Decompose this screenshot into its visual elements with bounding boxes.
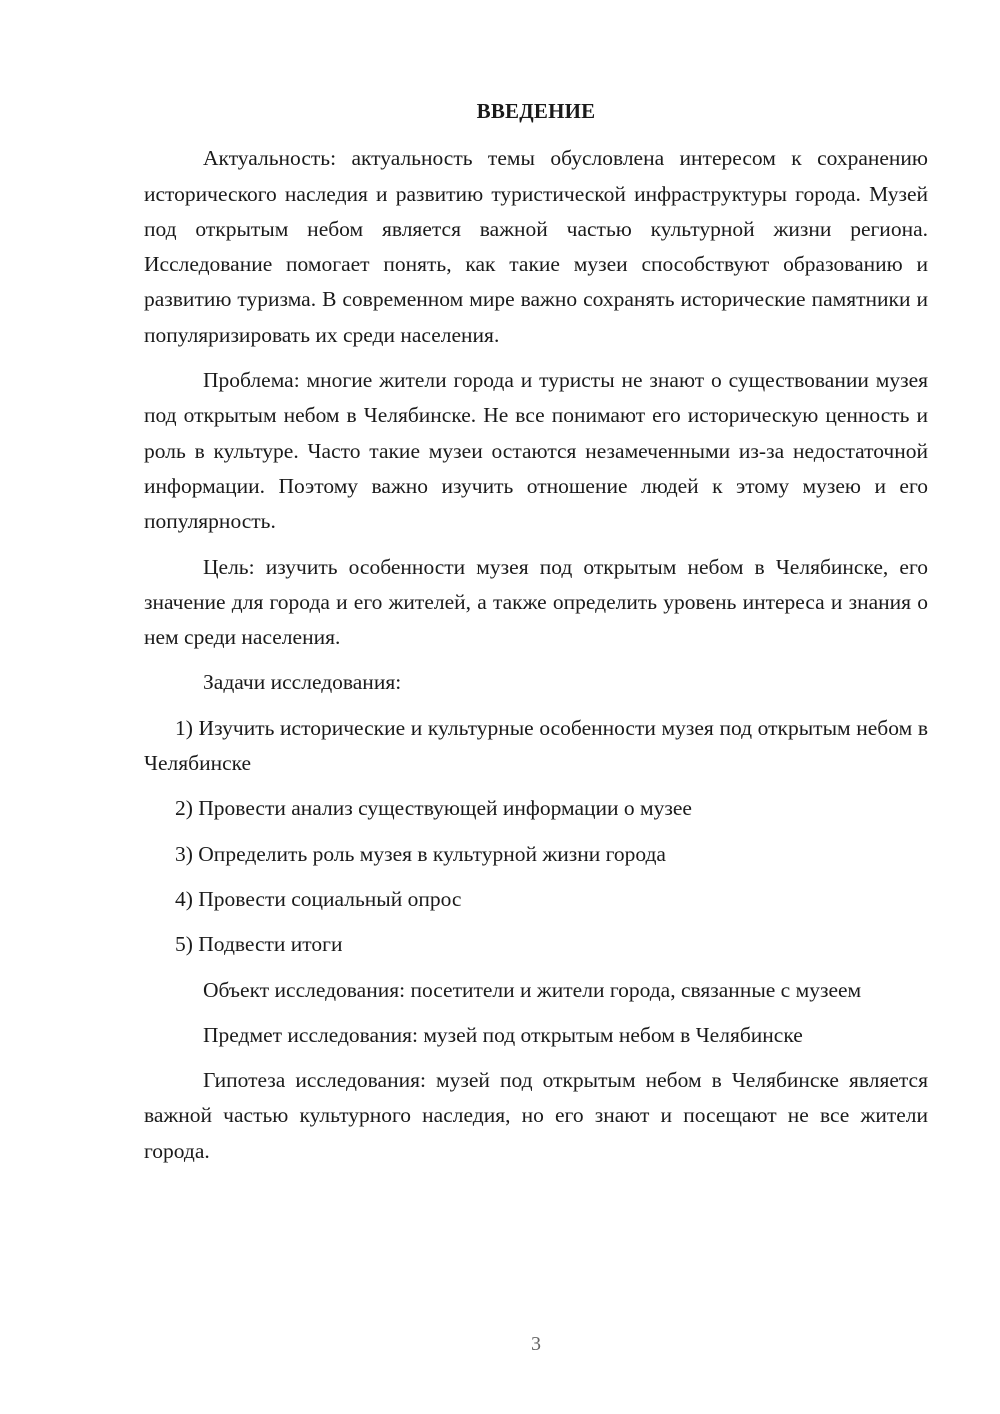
task-item-4: 4) Провести социальный опрос [175, 886, 462, 911]
document-page [144, 94, 928, 1179]
page-title: ВВЕДЕНИЕ [476, 99, 596, 123]
goal-paragraph: Цель: изучить особенности музея под открытым небом в Челябинске, его значение для города и его жителей, а также определить уровень интереса и знания о нем среди населения. [144, 554, 928, 650]
relevance-paragraph: Актуальность: актуальность темы обусловлена интересом к сохранению исторического наследия и развитию туристической инфраструктуры города. Музей под открытым небом является важной частью культурной жизни региона. Исследование помогает понять, как такие музеи способствуют образованию и развитию туризма. В современном мире важно сохранять исторические памятники и популяризировать их среди населения. [144, 146, 928, 347]
task-item-2: 2) Провести анализ существующей информации о музее [175, 796, 692, 821]
hypothesis-paragraph: Гипотеза исследования: музей под открытым небом в Челябинске является важной частью культурного наследия, но его знают и посещают не все жители города. [144, 1068, 928, 1163]
object-paragraph: Объект исследования: посетители и жители города, связанные с музеем [203, 977, 862, 1002]
task-item-1: 1) Изучить исторические и культурные особенности музея под открытым небом в Челябинске [144, 715, 928, 776]
task-item-3: 3) Определить роль музея в культурной жизни города [175, 841, 666, 866]
tasks-list [144, 711, 928, 963]
page-number: 3 [531, 1333, 541, 1355]
subject-paragraph: Предмет исследования: музей под открытым небом в Челябинске [203, 1022, 803, 1047]
task-item-5: 5) Подвести итоги [175, 932, 343, 957]
tasks-heading: Задачи исследования: [203, 670, 402, 695]
problem-paragraph: Проблема: многие жители города и туристы не знают о существовании музея под открытым небом в Челябинске. Не все понимают его историческую ценность и роль в культуре. Часто такие музеи остаются незамеченными из-за недостаточной информации. Поэтому важно изучить отношение людей к этому музею и его популярность. [144, 368, 928, 534]
